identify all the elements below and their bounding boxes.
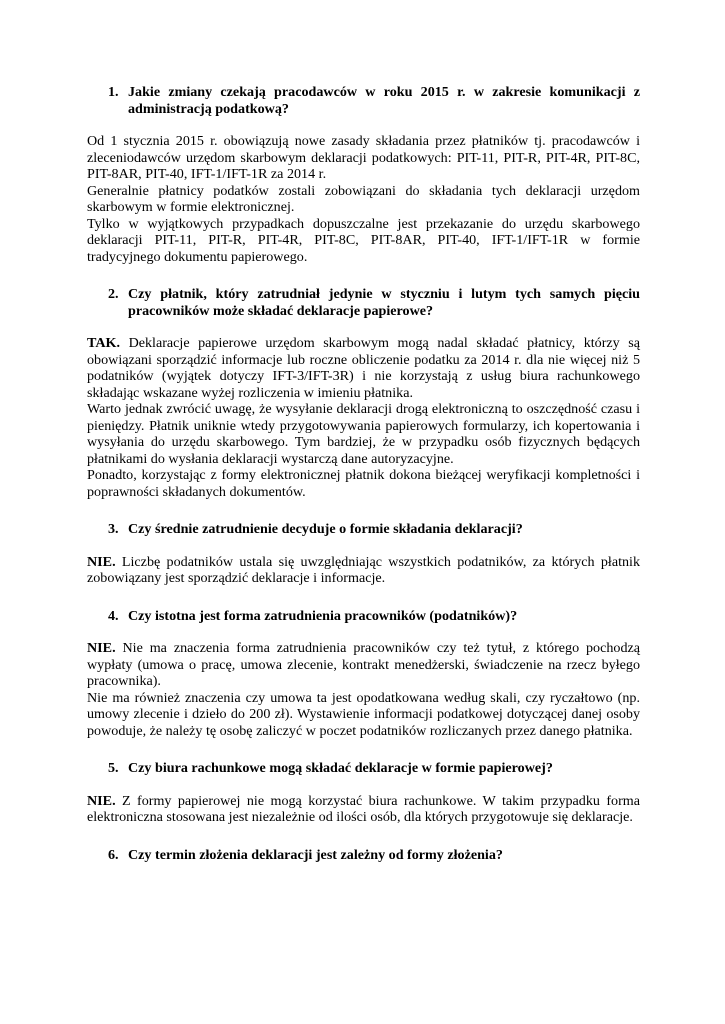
question-number: 4.: [108, 607, 119, 624]
answer-4: [87, 640, 640, 739]
answer-lead: NIE.: [87, 792, 116, 809]
answer-paragraph: [87, 793, 640, 826]
answer-paragraph: Od 1 stycznia 2015 r. obowiązują nowe zasady składania przez płatników tj. pracodawców i zleceniodawców urzędom skarbowym deklaracji podatkowych: PIT-11, PIT-R, PIT-4R, PIT-8C, PIT-8AR, PIT-40, IFT-1/IFT-1R za 2014 r.: [87, 133, 640, 182]
answer-paragraph: Tylko w wyjątkowych przypadkach dopuszczalne jest przekazanie do urzędu skarbowego deklaracji PIT-11, PIT-R, PIT-4R, PIT-8C, PIT-8AR, PIT-40, IFT-1/IFT-1R w formie tradycyjnego dokumentu papierowego.: [87, 215, 640, 265]
question-1: [87, 84, 640, 117]
answer-text: Nie ma znaczenia forma zatrudnienia pracowników czy też tytuł, z którego pochodzą wypłaty (umowa o pracę, umowa zlecenie, kontrakt menedżerski, świadczenie na rzecz byłego pracownika).: [87, 640, 640, 689]
answer-paragraph: [87, 640, 640, 690]
answer-lead: NIE.: [87, 640, 116, 656]
answer-lead: TAK.: [87, 335, 121, 351]
question-number: 6.: [108, 846, 119, 863]
question-6: [87, 847, 640, 864]
answer-paragraph: Nie ma również znaczenia czy umowa ta jest opodatkowana według skali, czy ryczałtowo (np. umowy zlecenie i dzieło do 200 zł). Wystawienie informacji podatkowej dotyczącej danej osoby powoduje, że należy tę osobę zaliczyć w poczet podatników rozliczanych przez danego płatnika.: [87, 689, 640, 739]
answer-text: Deklaracje papierowe urzędom skarbowym mogą nadal składać płatnicy, którzy są obowiązani sporządzić informacje lub roczne obliczenie podatku za 2014 r. dla nie więcej niż 5 podatników (wyjątek dotyczy IFT-3/IFT-3R) i nie korzystają z usług biura rachunkowego składając wskazane wyżej rozliczenia w imieniu płatnika.: [87, 335, 640, 401]
question-number: 1.: [108, 84, 119, 100]
question-text: Czy istotna jest forma zatrudnienia pracowników (podatników)?: [128, 607, 518, 624]
question-text: Czy biura rachunkowe mogą składać deklaracje w formie papierowej?: [128, 760, 553, 776]
answer-1: [87, 133, 640, 265]
question-number: 2.: [108, 286, 119, 302]
document-page: [87, 84, 640, 863]
question-text: Czy płatnik, który zatrudniał jedynie w styczniu i lutym tych samych pięciu pracowników może składać deklaracje papierowe?: [128, 286, 640, 319]
answer-paragraph: [87, 554, 640, 587]
answer-paragraph: Generalnie płatnicy podatków zostali zobowiązani do składania tych deklaracji urzędom skarbowym w formie elektronicznej.: [87, 182, 640, 215]
question-text: Czy termin złożenia deklaracji jest zależny od formy złożenia?: [128, 846, 503, 863]
question-4: [87, 608, 640, 625]
answer-lead: NIE.: [87, 553, 116, 570]
question-text: Czy średnie zatrudnienie decyduje o formie składania deklaracji?: [128, 521, 523, 537]
question-number: 3.: [108, 521, 119, 537]
answer-paragraph: [87, 335, 640, 401]
answer-2: [87, 335, 640, 500]
answer-paragraph: Ponadto, korzystając z formy elektronicznej płatnik dokona bieżącej weryfikacji kompletności i poprawności składanych dokumentów.: [87, 467, 640, 500]
answer-5: [87, 793, 640, 826]
answer-text: Z formy papierowej nie mogą korzystać biura rachunkowe. W takim przypadku forma elektroniczna stosowana jest niezależnie od ilości osób, dla których przygotowuje się deklaracje.: [87, 792, 640, 825]
answer-text: Liczbę podatników ustala się uwzględniając wszystkich podatników, za których płatnik zobowiązany jest sporządzić deklaracje i informacje.: [87, 553, 640, 586]
question-5: [87, 760, 640, 777]
question-number: 5.: [108, 760, 119, 776]
question-2: [87, 286, 640, 319]
answer-3: [87, 554, 640, 587]
question-3: [87, 521, 640, 538]
answer-paragraph: Warto jednak zwrócić uwagę, że wysyłanie deklaracji drogą elektroniczną to oszczędność czasu i pieniędzy. Płatnik uniknie wtedy przygotowywania papierowych formularzy, ich kopertowania i wysyłania do urzędu skarbowego. Tym bardziej, że w przypadku osób fizycznych będących płatnikami do wysłania deklaracji wystarczą dane autoryzacyjne.: [87, 401, 640, 467]
question-text: Jakie zmiany czekają pracodawców w roku 2015 r. w zakresie komunikacji z administracją podatkową?: [128, 84, 640, 117]
